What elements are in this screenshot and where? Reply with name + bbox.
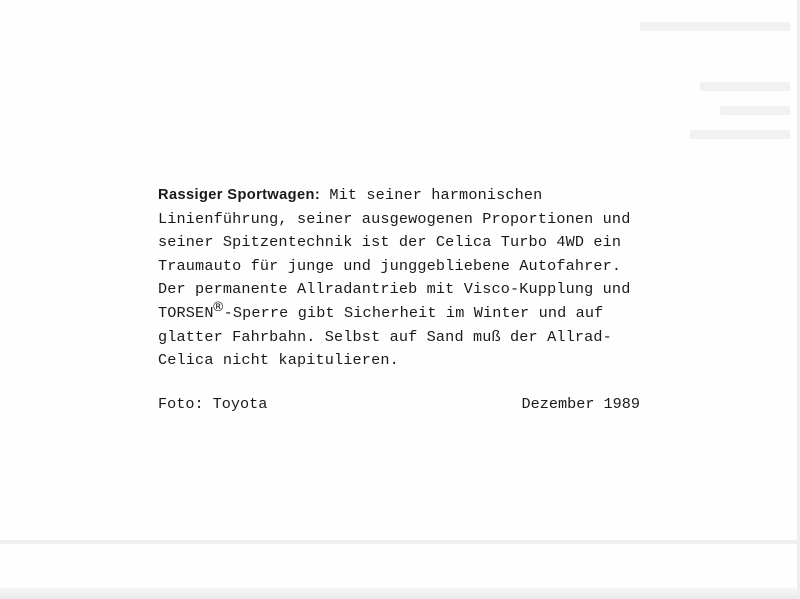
show-through-text [690,130,790,139]
registered-trademark-icon: ® [211,299,225,315]
caption-line-8: Celica nicht kapitulieren. [158,351,399,370]
caption-text: TORSEN [158,303,214,322]
caption-line-6 [158,299,648,326]
caption-date: Dezember 1989 [521,395,640,413]
caption-line-2: Linienführung, seiner ausgewogenen Proportionen und [158,209,631,228]
caption-line-1 [158,184,648,208]
caption-footer [158,393,640,415]
caption-line-4: Traumauto für junge und junggebliebene Autofahrer. [158,256,622,275]
caption-headline: Rassiger Sportwagen: [158,187,321,203]
caption-line-5: Der permanente Allradantrieb mit Visco-Kupplung und [158,280,631,299]
show-through-text [720,106,790,115]
scan-edge [0,588,800,599]
show-through-text [640,22,790,31]
show-through-text [700,82,790,91]
print-border-line [0,540,800,544]
caption-line-7: glatter Fahrbahn. Selbst auf Sand muß der Allrad- [158,327,612,346]
caption-text: -Sperre gibt Sicherheit im Winter und auf [223,303,604,322]
photo-credit: Foto: Toyota [158,395,268,413]
caption-text: Mit seiner harmonischen [320,186,543,204]
caption-line-3: seiner Spitzentechnik ist der Celica Turbo 4WD ein [158,233,622,252]
photo-caption [158,184,648,373]
